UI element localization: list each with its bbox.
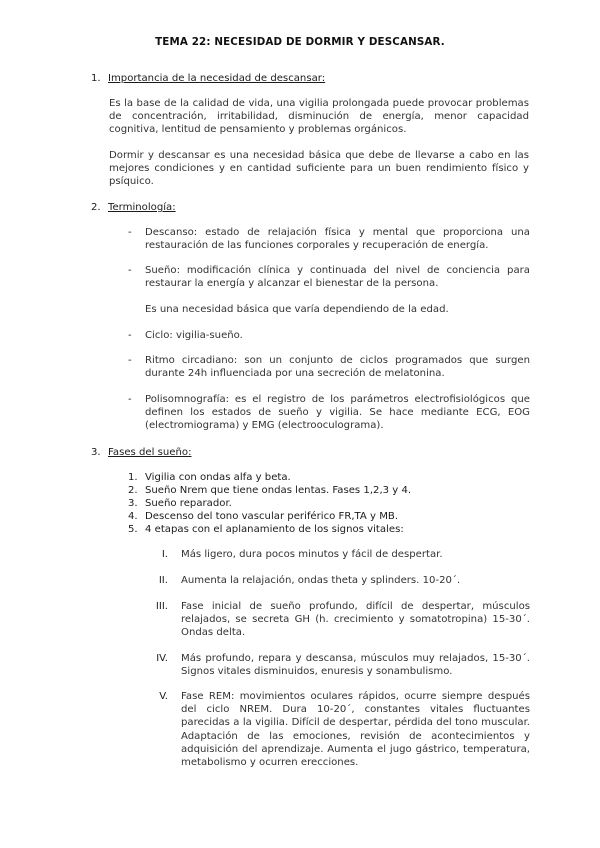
stage-text: Más profundo, repara y descansa, músculos muy relajados, 15-30´. Signos vitales disminuidos, enuresis y sonambulismo. (181, 653, 530, 678)
section-number: 3. (91, 447, 101, 458)
phase-number: 5. (128, 524, 138, 535)
section-title: Terminología: (108, 202, 176, 213)
section-number: 1. (91, 73, 101, 84)
phase-text: 4 etapas con el aplanamiento de los signos vitales: (145, 524, 404, 535)
stage-numeral: III. (155, 601, 168, 612)
term-item-ciclo (128, 329, 530, 342)
stage-text: Más ligero, dura pocos minutos y fácil de despertar. (181, 549, 443, 560)
stage-item (150, 574, 530, 587)
stage-numeral: IV. (156, 653, 168, 664)
phase-number: 2. (128, 485, 138, 496)
dash-bullet: - (128, 330, 132, 341)
phase-number: 3. (128, 498, 138, 509)
stage-text: Fase inicial de sueño profundo, difícil de despertar, músculos relajados, se secreta GH (h. crecimiento y somatotropina) 15-30´. Ondas delta. (181, 601, 530, 639)
importance-paragraph-1: Es la base de la calidad de vida, una vigilia prolongada puede provocar problemas de concentración, irritabilidad, disminución de energía, menor capacidad cognitiva, lentitud de pensamiento y problemas orgánicos. (109, 98, 529, 136)
stage-numeral: V. (159, 691, 168, 702)
stage-text: Aumenta la relajación, ondas theta y splinders. 10-20´. (181, 575, 461, 586)
term-text: Ciclo: vigilia-sueño. (145, 330, 243, 341)
phase-text: Sueño reparador. (145, 498, 232, 509)
phase-text: Descenso del tono vascular periférico FR,TA y MB. (145, 511, 399, 522)
stage-item (150, 652, 530, 678)
dash-bullet: - (128, 227, 132, 238)
dash-bullet: - (128, 394, 132, 405)
stage-item (150, 600, 530, 640)
term-text: Descanso: estado de relajación física y mental que proporciona una restauración de las funciones corporales y recuperación de energía. (145, 227, 530, 252)
stage-item (150, 548, 530, 561)
term-item-sueno (128, 264, 530, 290)
dash-bullet: - (128, 355, 132, 366)
term-text: Sueño: modificación clínica y continuada del nivel de conciencia para restaurar la energía y alcanzar el bienestar de la persona. (145, 265, 530, 290)
section-title: Fases del sueño: (108, 447, 192, 458)
sleep-age-note: Es una necesidad básica que varía dependiendo de la edad. (145, 304, 449, 315)
stage-numeral: I. (161, 549, 168, 560)
phase-number: 4. (128, 511, 138, 522)
section-title: Importancia de la necesidad de descansar: (108, 73, 326, 84)
phase-text: Vigilia con ondas alfa y beta. (145, 472, 291, 483)
phase-number: 1. (128, 472, 138, 483)
term-item-ritmo-circadiano (128, 354, 530, 380)
phase-text: Sueño Nrem que tiene ondas lentas. Fases 1,2,3 y 4. (145, 485, 412, 496)
stage-text: Fase REM: movimientos oculares rápidos, ocurre siempre después del ciclo NREM. Dura 10-20´, constantes vitales fluctuantes parecidas a la vigilia. Difícil de despertar, pérdida del tono muscular. Adaptación de las emociones, revisión de acontecimientos y adquisición del aprendizaje. Aumenta el jugo gástrico, temperatura, metabolismo y ocurren erecciones. (181, 691, 530, 769)
section-number: 2. (91, 202, 101, 213)
stage-numeral: II. (158, 575, 168, 586)
stage-item (150, 690, 530, 769)
term-text: Polisomnografía: es el registro de los parámetros electrofisiológicos que definen los estados de sueño y vigilia. Se hace mediante ECG, EOG (electromiograma) y EMG (electrooculograma). (145, 394, 530, 432)
term-item-polisomnografia (128, 393, 530, 433)
dash-bullet: - (128, 265, 132, 276)
importance-paragraph-2: Dormir y descansar es una necesidad básica que debe de llevarse a cabo en las mejores condiciones y en cantidad suficiente para un buen rendimiento físico y psíquico. (109, 150, 529, 188)
page-title: TEMA 22: NECESIDAD DE DORMIR Y DESCANSAR. (155, 36, 445, 48)
term-item-descanso (128, 226, 530, 252)
term-text: Ritmo circadiano: son un conjunto de ciclos programados que surgen durante 24h influenciada por una secreción de melatonina. (145, 355, 530, 380)
